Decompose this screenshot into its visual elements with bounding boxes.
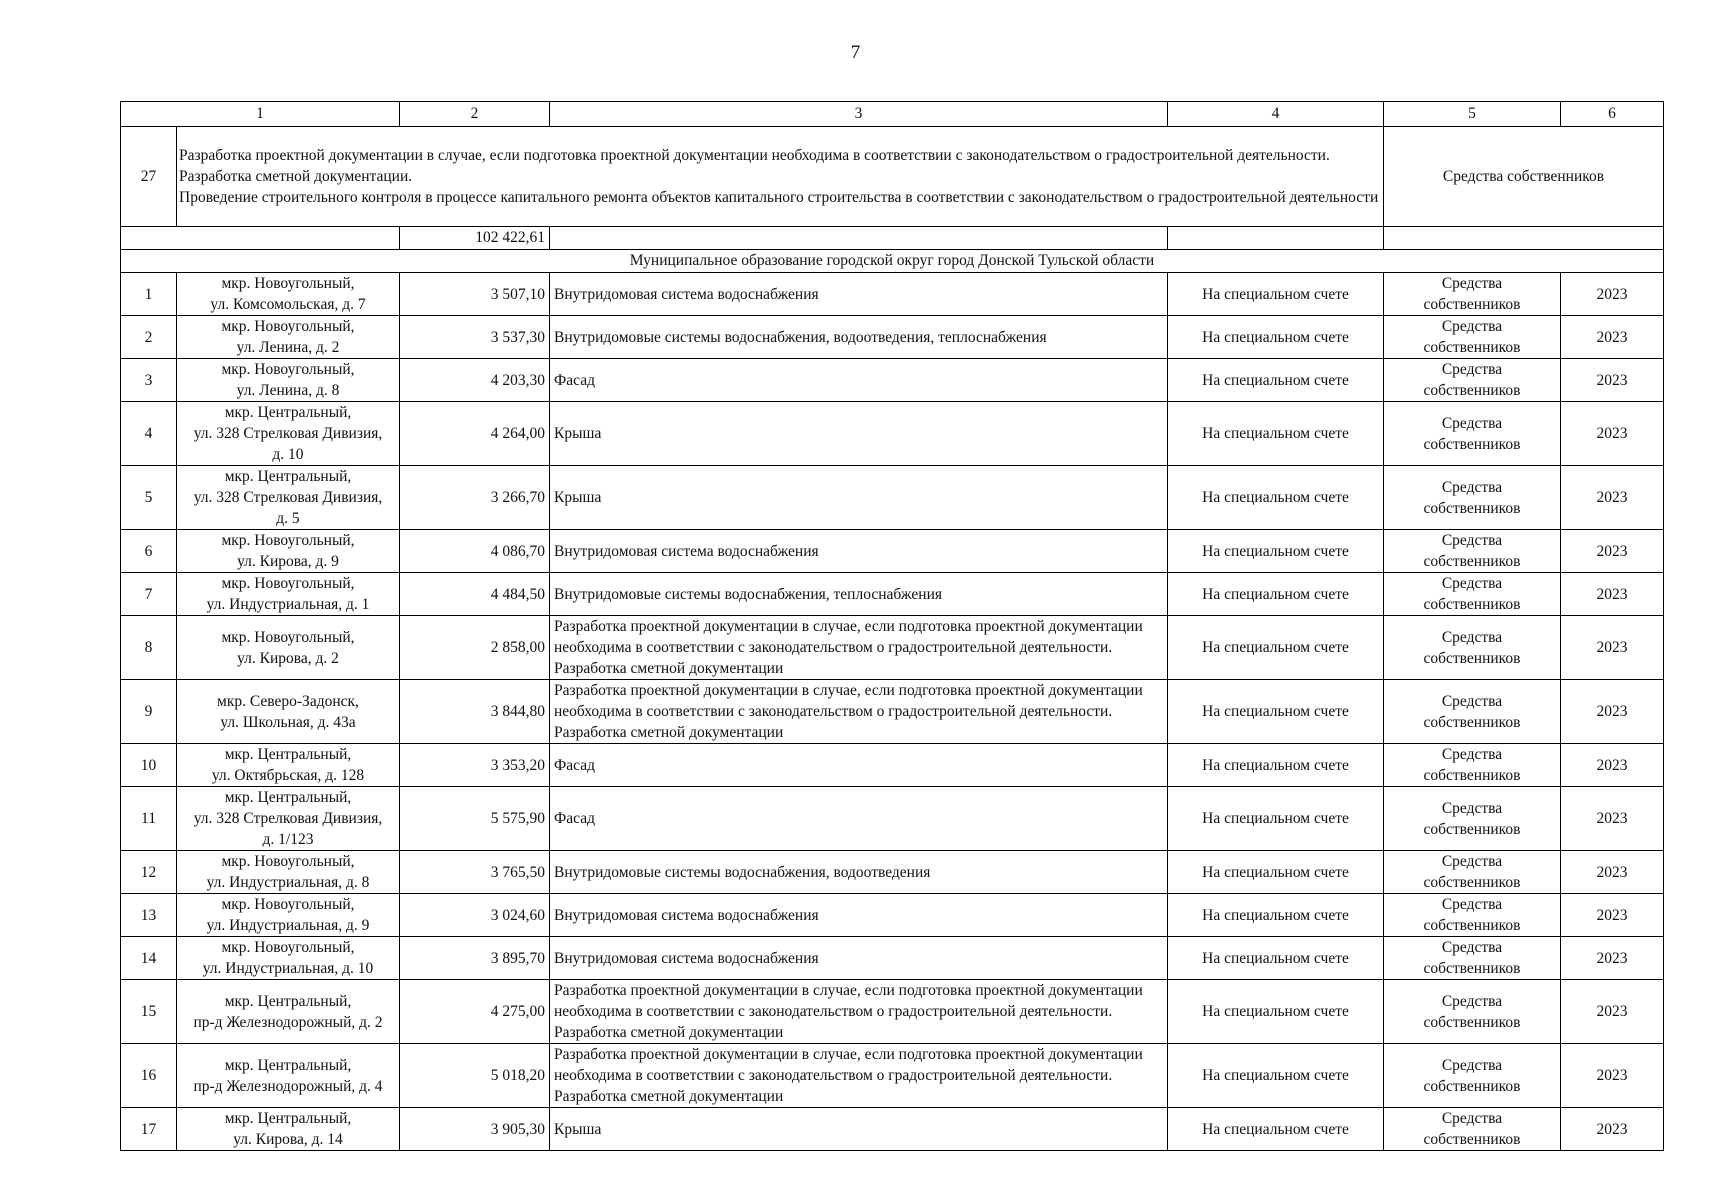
column-header-row	[121, 102, 1664, 127]
funding-source	[1384, 851, 1561, 894]
column-header: 6	[1561, 102, 1664, 127]
column-header: 3	[550, 102, 1168, 127]
column-header: 2	[400, 102, 550, 127]
table-row	[121, 1044, 1664, 1108]
address-line: д. 10	[272, 446, 304, 463]
account-type: На специальном счете	[1168, 273, 1384, 316]
table-row	[121, 851, 1664, 894]
funding-line: собственников	[1423, 820, 1521, 838]
work-type: Крыша	[550, 466, 1168, 530]
row-number: 4	[121, 402, 177, 466]
funding-source	[1384, 980, 1561, 1044]
work-type: Крыша	[550, 1108, 1168, 1151]
year-value: 2023	[1561, 530, 1664, 573]
funding-line: Средства	[1441, 275, 1503, 292]
funding-source	[1384, 359, 1561, 402]
address-line: мкр. Центральный,	[224, 746, 352, 763]
row-number: 17	[121, 1108, 177, 1151]
work-type: Фасад	[550, 744, 1168, 787]
address-line: ул. Комсомольская, д. 7	[210, 296, 366, 313]
row-number: 1	[121, 273, 177, 316]
year-value: 2023	[1561, 466, 1664, 530]
table-row	[121, 1108, 1664, 1151]
year-value: 2023	[1561, 787, 1664, 851]
work-line: Разработка проектной документации в случае, если подготовка проектной документации необходима в соответствии с законодательством о градостроительной деятельности.	[179, 147, 1330, 164]
work-type: Разработка проектной документации в случае, если подготовка проектной документации необходима в соответствии с законодательством о градостроительной деятельности. Разработка сметной документации	[550, 980, 1168, 1044]
funding-line: Средства	[1441, 532, 1503, 549]
funding-line: Средства	[1441, 478, 1503, 496]
row-number: 11	[121, 787, 177, 851]
funding-line: собственников	[1423, 499, 1521, 517]
column-header: 1	[121, 102, 400, 127]
funding-source	[1384, 787, 1561, 851]
row-number: 6	[121, 530, 177, 573]
work-type: Внутридомовая система водоснабжения	[550, 530, 1168, 573]
table-row	[121, 787, 1664, 851]
address-line: мкр. Новоугольный,	[221, 532, 355, 549]
funding-line: Средства	[1441, 746, 1503, 763]
address-cell	[177, 744, 400, 787]
table-row	[121, 530, 1664, 573]
address-cell	[177, 616, 400, 680]
address-line: ул. Индустриальная, д. 9	[206, 917, 370, 934]
address-line: ул. Школьная, д. 43а	[220, 713, 356, 731]
address-cell	[177, 680, 400, 744]
address-line: мкр. Центральный,	[224, 468, 352, 485]
funding-line: Средства	[1441, 939, 1503, 956]
address-line: мкр. Центральный,	[224, 789, 352, 806]
funding-line: Средства	[1441, 1110, 1503, 1127]
funding-line: Средства	[1441, 1056, 1503, 1074]
row-27	[121, 127, 1664, 227]
table-row	[121, 316, 1664, 359]
address-line: ул. Октябрьская, д. 128	[211, 767, 365, 784]
row-number: 14	[121, 937, 177, 980]
work-type: Внутридомовая система водоснабжения	[550, 273, 1168, 316]
address-line: мкр. Новоугольный,	[221, 628, 355, 646]
empty-cell	[1168, 227, 1384, 250]
address-line: мкр. Центральный,	[224, 1110, 352, 1127]
year-value: 2023	[1561, 937, 1664, 980]
table-row	[121, 616, 1664, 680]
year-value: 2023	[1561, 894, 1664, 937]
cost-value: 4 275,00	[400, 980, 550, 1044]
work-type: Внутридомовая система водоснабжения	[550, 937, 1168, 980]
address-line: д. 1/123	[262, 831, 314, 848]
work-type: Разработка проектной документации в случае, если подготовка проектной документации необходима в соответствии с законодательством о градостроительной деятельности. Разработка сметной документации	[550, 616, 1168, 680]
table-row	[121, 937, 1664, 980]
funding-line: собственников	[1423, 1013, 1521, 1031]
funding-line: Средства	[1441, 361, 1503, 378]
account-type: На специальном счете	[1168, 851, 1384, 894]
address-line: ул. Кирова, д. 9	[237, 553, 339, 570]
funding-line: собственников	[1423, 917, 1521, 934]
year-value: 2023	[1561, 616, 1664, 680]
funding-line: собственников	[1423, 1077, 1521, 1095]
funding-source	[1384, 316, 1561, 359]
address-line: ул. Индустриальная, д. 10	[202, 960, 374, 977]
funding-line: собственников	[1423, 767, 1521, 784]
year-value: 2023	[1561, 744, 1664, 787]
funding-line: собственников	[1423, 713, 1521, 731]
address-cell	[177, 573, 400, 616]
account-type: На специальном счете	[1168, 937, 1384, 980]
work-type: Внутридомовые системы водоснабжения, водоотведения, теплоснабжения	[550, 316, 1168, 359]
address-line: мкр. Северо-Задонск,	[217, 692, 359, 710]
table-row	[121, 680, 1664, 744]
funding-source	[1384, 530, 1561, 573]
year-value: 2023	[1561, 680, 1664, 744]
work-type: Фасад	[550, 359, 1168, 402]
table-row	[121, 980, 1664, 1044]
cost-value: 4 264,00	[400, 402, 550, 466]
account-type: На специальном счете	[1168, 787, 1384, 851]
address-line: ул. Индустриальная, д. 8	[206, 874, 370, 891]
funding-line: Средства	[1441, 853, 1503, 870]
address-line: мкр. Новоугольный,	[221, 896, 355, 913]
account-type: На специальном счете	[1168, 744, 1384, 787]
address-cell	[177, 530, 400, 573]
address-cell	[177, 466, 400, 530]
work-description	[177, 127, 1384, 227]
funding-line: собственников	[1423, 1131, 1521, 1148]
work-type: Внутридомовая система водоснабжения	[550, 894, 1168, 937]
table-row	[121, 894, 1664, 937]
address-cell	[177, 273, 400, 316]
cost-value: 4 484,50	[400, 573, 550, 616]
address-line: ул. Кирова, д. 2	[237, 649, 339, 667]
empty-cell	[1384, 227, 1664, 250]
row-number: 10	[121, 744, 177, 787]
work-type: Внутридомовые системы водоснабжения, теплоснабжения	[550, 573, 1168, 616]
page-number: 7	[850, 42, 861, 63]
account-type: На специальном счете	[1168, 616, 1384, 680]
address-line: мкр. Новоугольный,	[221, 275, 355, 292]
account-type: На специальном счете	[1168, 680, 1384, 744]
funding-line: собственников	[1423, 382, 1521, 399]
address-cell	[177, 980, 400, 1044]
cost-value: 5 575,90	[400, 787, 550, 851]
row-number: 12	[121, 851, 177, 894]
address-cell	[177, 851, 400, 894]
cost-value: 3 507,10	[400, 273, 550, 316]
account-type: На специальном счете	[1168, 359, 1384, 402]
funding-source	[1384, 937, 1561, 980]
funding-line: собственников	[1423, 960, 1521, 977]
column-header: 5	[1384, 102, 1561, 127]
funding-line: Средства	[1441, 318, 1503, 335]
address-cell	[177, 894, 400, 937]
table-row	[121, 744, 1664, 787]
funding-source	[1384, 744, 1561, 787]
work-type: Внутридомовые системы водоснабжения, водоотведения	[550, 851, 1168, 894]
row-number: 2	[121, 316, 177, 359]
address-cell	[177, 1108, 400, 1151]
empty-cell	[121, 227, 400, 250]
cost-value: 4 086,70	[400, 530, 550, 573]
funding-source	[1384, 1108, 1561, 1151]
municipality-title: Муниципальное образование городской округ город Донской Тульской области	[121, 250, 1664, 273]
funding-line: собственников	[1423, 553, 1521, 570]
account-type: На специальном счете	[1168, 980, 1384, 1044]
work-type: Крыша	[550, 402, 1168, 466]
row-number: 3	[121, 359, 177, 402]
funding-line: Средства	[1441, 896, 1503, 913]
funding-line: Средства	[1441, 799, 1503, 817]
address-cell	[177, 1044, 400, 1108]
funding-line: Средства	[1441, 628, 1503, 646]
address-line: мкр. Новоугольный,	[221, 361, 355, 378]
row-number: 27	[121, 127, 177, 227]
funding-line: собственников	[1423, 435, 1521, 453]
table-row	[121, 402, 1664, 466]
work-line: Проведение строительного контроля в процессе капитального ремонта объектов капитального строительства в соответствии с законодательством о градостроительной деятельности	[179, 189, 1379, 206]
funding-line: Средства	[1441, 575, 1503, 592]
work-line: Разработка сметной документации.	[179, 168, 413, 185]
year-value: 2023	[1561, 402, 1664, 466]
address-line: ул. Ленина, д. 8	[236, 382, 340, 399]
address-line: пр-д Железнодорожный, д. 2	[193, 1013, 383, 1031]
cost-value: 3 353,20	[400, 744, 550, 787]
cost-value: 3 765,50	[400, 851, 550, 894]
empty-cell	[550, 227, 1168, 250]
funding-line: собственников	[1423, 339, 1521, 356]
cost-value: 5 018,20	[400, 1044, 550, 1108]
row-number: 15	[121, 980, 177, 1044]
funding-source	[1384, 573, 1561, 616]
address-line: мкр. Новоугольный,	[221, 575, 355, 592]
cost-value: 2 858,00	[400, 616, 550, 680]
account-type: На специальном счете	[1168, 402, 1384, 466]
total-amount: 102 422,61	[400, 227, 550, 250]
row-number: 5	[121, 466, 177, 530]
cost-value: 3 537,30	[400, 316, 550, 359]
address-line: ул. 328 Стрелковая Дивизия,	[193, 489, 383, 506]
address-cell	[177, 787, 400, 851]
funding-line: Средства	[1441, 992, 1503, 1010]
funding-source	[1384, 894, 1561, 937]
year-value: 2023	[1561, 359, 1664, 402]
funding-source	[1384, 402, 1561, 466]
total-row	[121, 227, 1664, 250]
account-type: На специальном счете	[1168, 1044, 1384, 1108]
year-value: 2023	[1561, 573, 1664, 616]
funding-source	[1384, 616, 1561, 680]
address-line: ул. Кирова, д. 14	[233, 1131, 343, 1148]
table-row	[121, 273, 1664, 316]
work-type: Разработка проектной документации в случае, если подготовка проектной документации необходима в соответствии с законодательством о градостроительной деятельности. Разработка сметной документации	[550, 680, 1168, 744]
row-number: 9	[121, 680, 177, 744]
year-value: 2023	[1561, 980, 1664, 1044]
year-value: 2023	[1561, 1044, 1664, 1108]
address-line: пр-д Железнодорожный, д. 4	[193, 1077, 383, 1095]
address-line: ул. Индустриальная, д. 1	[206, 596, 370, 613]
year-value: 2023	[1561, 316, 1664, 359]
cost-value: 4 203,30	[400, 359, 550, 402]
cost-value: 3 024,60	[400, 894, 550, 937]
row-number: 13	[121, 894, 177, 937]
address-line: ул. 328 Стрелковая Дивизия,	[193, 425, 383, 442]
address-line: ул. 328 Стрелковая Дивизия,	[193, 810, 383, 827]
table-row	[121, 573, 1664, 616]
address-line: мкр. Центральный,	[224, 1056, 352, 1074]
municipality-row	[121, 250, 1664, 273]
account-type: На специальном счете	[1168, 1108, 1384, 1151]
funding-line: Средства	[1441, 692, 1503, 710]
account-type: На специальном счете	[1168, 573, 1384, 616]
account-type: На специальном счете	[1168, 530, 1384, 573]
funding-line: собственников	[1423, 649, 1521, 667]
cost-value: 3 266,70	[400, 466, 550, 530]
year-value: 2023	[1561, 1108, 1664, 1151]
address-line: мкр. Новоугольный,	[221, 939, 355, 956]
cost-value: 3 895,70	[400, 937, 550, 980]
address-line: мкр. Новоугольный,	[221, 853, 355, 870]
work-type: Фасад	[550, 787, 1168, 851]
row-number: 7	[121, 573, 177, 616]
funding-line: собственников	[1423, 296, 1521, 313]
table-row	[121, 466, 1664, 530]
address-cell	[177, 937, 400, 980]
funding-source	[1384, 466, 1561, 530]
row-number: 16	[121, 1044, 177, 1108]
funding-line: собственников	[1423, 596, 1521, 613]
address-cell	[177, 402, 400, 466]
work-type: Разработка проектной документации в случае, если подготовка проектной документации необходима в соответствии с законодательством о градостроительной деятельности. Разработка сметной документации	[550, 1044, 1168, 1108]
cost-value: 3 905,30	[400, 1108, 550, 1151]
table-body	[121, 102, 1664, 1151]
repair-program-table	[120, 101, 1664, 1151]
year-value: 2023	[1561, 851, 1664, 894]
address-line: мкр. Центральный,	[224, 992, 352, 1010]
funding-line: собственников	[1423, 874, 1521, 891]
table-row	[121, 359, 1664, 402]
cost-value: 3 844,80	[400, 680, 550, 744]
funding-source	[1384, 680, 1561, 744]
year-value: 2023	[1561, 273, 1664, 316]
funding-source	[1384, 273, 1561, 316]
address-line: ул. Ленина, д. 2	[236, 339, 340, 356]
funding-line: Средства	[1441, 414, 1503, 432]
row-number: 8	[121, 616, 177, 680]
address-cell	[177, 359, 400, 402]
address-line: мкр. Новоугольный,	[221, 318, 355, 335]
funding-source	[1384, 1044, 1561, 1108]
account-type: На специальном счете	[1168, 894, 1384, 937]
account-type: На специальном счете	[1168, 466, 1384, 530]
funding-source: Средства собственников	[1384, 127, 1664, 227]
column-header: 4	[1168, 102, 1384, 127]
address-cell	[177, 316, 400, 359]
address-line: д. 5	[276, 510, 300, 527]
address-line: мкр. Центральный,	[224, 404, 352, 421]
account-type: На специальном счете	[1168, 316, 1384, 359]
